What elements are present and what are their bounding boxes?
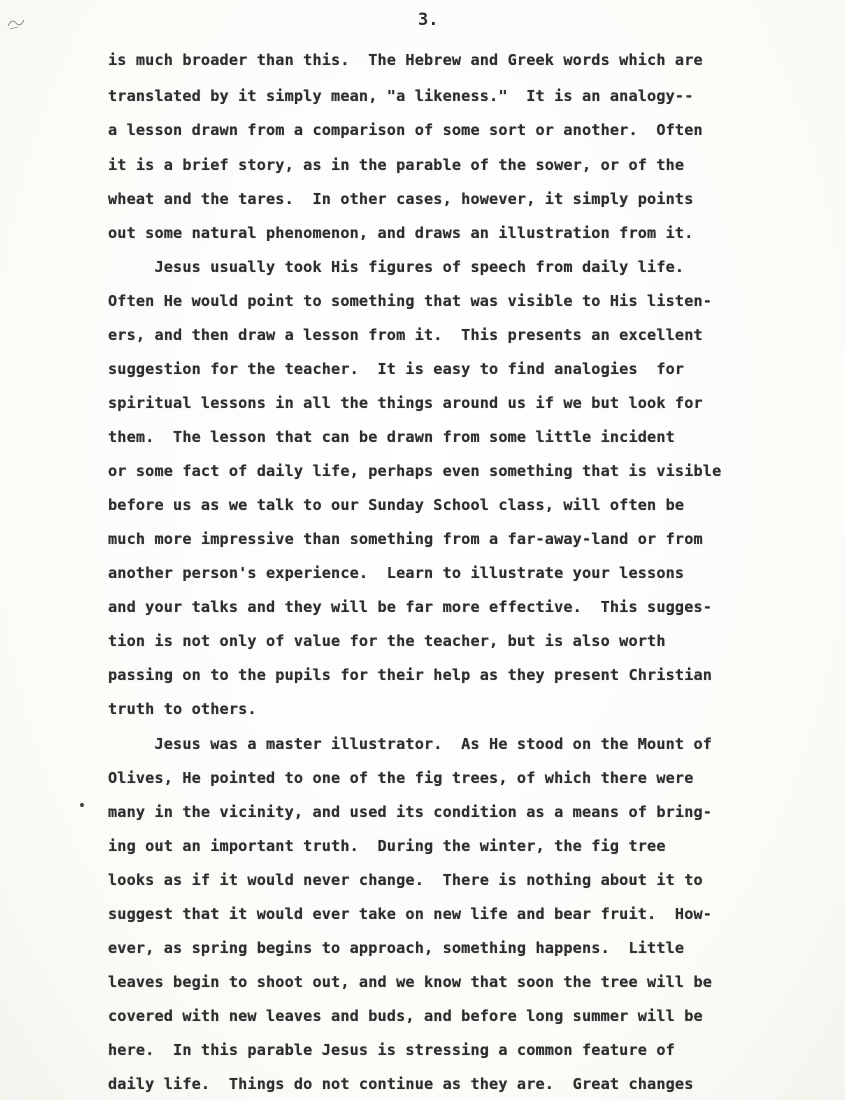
text-line: Jesus was a master illustrator. As He stood on the Mount of xyxy=(108,735,713,753)
corner-scribble-icon xyxy=(6,14,28,32)
text-line: covered with new leaves and buds, and before long summer will be xyxy=(108,1007,703,1025)
text-line: out some natural phenomenon, and draws an illustration from it. xyxy=(108,224,694,242)
text-line: is much broader than this. The Hebrew and Greek words which are xyxy=(108,51,703,69)
text-line: translated by it simply mean, "a likeness." It is an analogy-- xyxy=(108,87,694,105)
text-line: daily life. Things do not continue as they are. Great changes xyxy=(108,1075,694,1093)
text-line: ever, as spring begins to approach, something happens. Little xyxy=(108,939,685,957)
text-line: Olives, He pointed to one of the fig trees, of which there were xyxy=(108,769,694,787)
text-line: them. The lesson that can be drawn from some little incident xyxy=(108,428,675,446)
text-line: and your talks and they will be far more effective. This sugges- xyxy=(108,598,713,616)
text-line: or some fact of daily life, perhaps even something that is visible xyxy=(108,462,722,480)
text-line: before us as we talk to our Sunday School class, will often be xyxy=(108,496,685,514)
page-number: 3. xyxy=(418,10,439,30)
text-line: a lesson drawn from a comparison of some sort or another. Often xyxy=(108,121,703,139)
text-line: suggestion for the teacher. It is easy to find analogies for xyxy=(108,360,685,378)
text-line: truth to others. xyxy=(108,700,257,718)
text-line: Jesus usually took His figures of speech from daily life. xyxy=(108,258,685,276)
text-line: tion is not only of value for the teacher, but is also worth xyxy=(108,632,666,650)
text-line: another person's experience. Learn to illustrate your lessons xyxy=(108,564,685,582)
text-line: spiritual lessons in all the things around us if we but look for xyxy=(108,394,703,412)
text-line: here. In this parable Jesus is stressing a common feature of xyxy=(108,1041,675,1059)
text-line: it is a brief story, as in the parable of the sower, or of the xyxy=(108,156,685,174)
text-line: wheat and the tares. In other cases, however, it simply points xyxy=(108,190,694,208)
text-line: much more impressive than something from a far-away-land or from xyxy=(108,530,703,548)
text-line: ers, and then draw a lesson from it. This presents an excellent xyxy=(108,326,703,344)
stray-ink-dot xyxy=(80,803,84,807)
text-line: ing out an important truth. During the winter, the fig tree xyxy=(108,837,666,855)
text-line: Often He would point to something that was visible to His listen- xyxy=(108,292,713,310)
text-line: passing on to the pupils for their help as they present Christian xyxy=(108,666,713,684)
text-line: looks as if it would never change. There is nothing about it to xyxy=(108,871,703,889)
text-line: suggest that it would ever take on new life and bear fruit. How- xyxy=(108,905,713,923)
text-line: leaves begin to shoot out, and we know that soon the tree will be xyxy=(108,973,713,991)
text-line: many in the vicinity, and used its condition as a means of bring- xyxy=(108,803,713,821)
